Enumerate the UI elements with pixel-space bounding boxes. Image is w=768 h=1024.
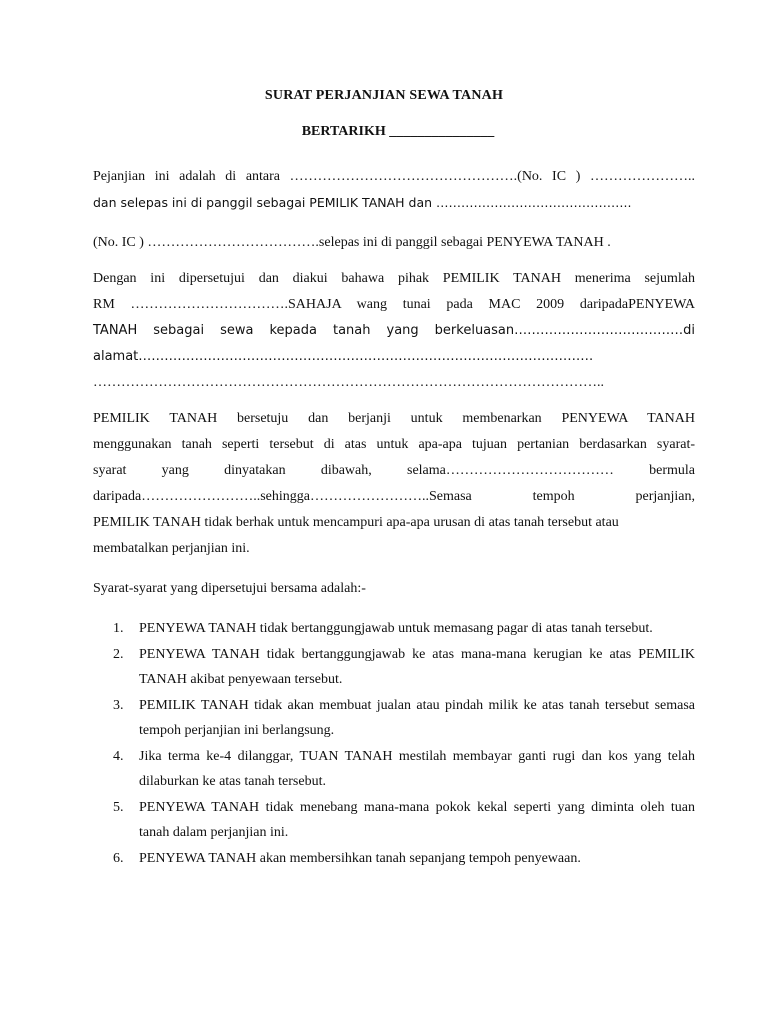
document-title: SURAT PERJANJIAN SEWA TANAH: [264, 88, 504, 103]
list-item-number: 4.: [113, 749, 124, 764]
list-item-text: PENYEWA TANAH tidak bertanggungjawab ke atas mana-mana kerugian ke atas PEMILIK TANAH akibat penyewaan tersebut.: [139, 647, 695, 687]
list-item-number: 6.: [113, 851, 124, 866]
conditions-list: [93, 616, 695, 872]
list-item-text: PENYEWA TANAH akan membersihkan tanah sepanjang tempoh penyewaan.: [139, 851, 581, 866]
list-item-text: PENYEWA TANAH tidak menebang mana-mana pokok kekal seperti yang diminta oleh tuan tanah dalam perjanjian ini.: [139, 800, 695, 840]
agreement-line-4: daripada……………………..sehingga……………………..Semasa tempoh perjanjian,: [93, 489, 695, 504]
payment-line-1: Dengan ini dipersetujui dan diakui bahawa pihak PEMILIK TANAH menerima sejumlah: [93, 271, 695, 286]
parties-line-1: Pejanjian ini adalah di antara ………………………………………….(No. IC ) …………………..: [93, 169, 695, 184]
list-item: [93, 616, 695, 641]
tenant-paragraph: [93, 230, 695, 256]
list-item: [93, 693, 695, 743]
payment-line-3: TANAH sebagai sewa kepada tanah yang berkeluasan…………………………………di: [93, 323, 695, 338]
list-item-number: 5.: [113, 800, 124, 815]
payment-line-4: alamat……………………………………………………………………………………………: [93, 349, 594, 364]
agreement-line-2: menggunakan tanah seperti tersebut di atas untuk apa-apa tujuan pertanian berdasarkan syarat-: [93, 437, 695, 452]
payment-paragraph: [93, 266, 695, 396]
list-item: [93, 846, 695, 871]
list-item: [93, 642, 695, 692]
payment-line-2: RM …………………………….SAHAJA wang tunai pada MAC 2009 daripadaPENYEWA: [93, 297, 695, 312]
list-item: [93, 744, 695, 794]
list-item-number: 3.: [113, 698, 124, 713]
agreement-line-6: membatalkan perjanjian ini.: [93, 541, 250, 556]
parties-line-2: dan selepas ini di panggil sebagai PEMILIK TANAH dan ………………………………………..: [93, 195, 632, 210]
agreement-line-3: syarat yang dinyatakan dibawah, selama……………………………… bermula: [93, 463, 695, 478]
agreement-line-1: PEMILIK TANAH bersetuju dan berjanji untuk membenarkan PENYEWA TANAH: [93, 411, 695, 426]
list-item-text: PEMILIK TANAH tidak akan membuat jualan atau pindah milik ke atas tanah tersebut semasa tempoh perjanjian ini berlangsung.: [139, 698, 695, 738]
date-line: BERTARIKH _______________: [301, 124, 495, 139]
agreement-line-5: PEMILIK TANAH tidak berhak untuk mencampuri apa-apa urusan di atas tanah tersebut atau: [93, 515, 619, 530]
list-item-text: PENYEWA TANAH tidak bertanggungjawab untuk memasang pagar di atas tanah tersebut.: [139, 621, 653, 636]
payment-line-5: ………………………………………………………………………………………………..: [93, 375, 604, 390]
list-item: [93, 795, 695, 845]
list-item-text: Jika terma ke-4 dilanggar, TUAN TANAH mestilah membayar ganti rugi dan kos yang telah dilaburkan ke atas tanah tersebut.: [139, 749, 695, 789]
conditions-intro: Syarat-syarat yang dipersetujui bersama adalah:-: [93, 581, 366, 596]
parties-paragraph: [93, 164, 695, 216]
agreement-paragraph: [93, 406, 695, 562]
list-item-number: 2.: [113, 647, 124, 662]
list-item-number: 1.: [113, 621, 124, 636]
tenant-line: (No. IC ) ……………………………….selepas ini di panggil sebagai PENYEWA TANAH .: [93, 235, 611, 250]
